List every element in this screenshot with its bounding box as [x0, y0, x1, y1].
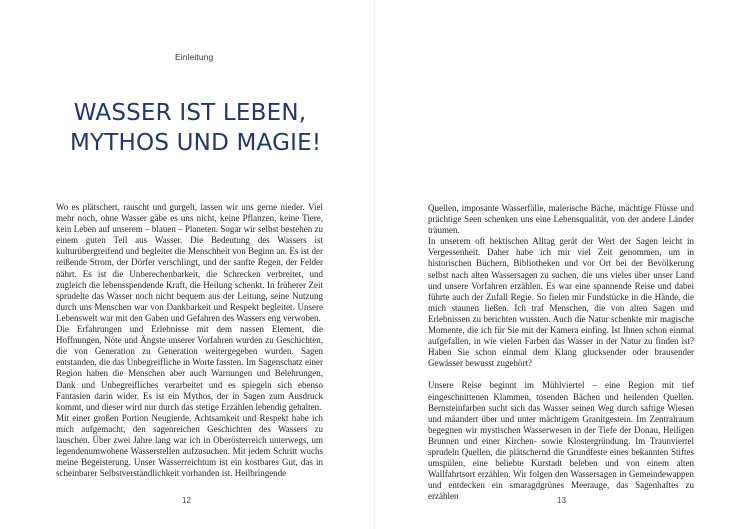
paragraph: Quellen, imposante Wasserfälle, malerische Bäche, mächtige Flüsse und prächtige Seen schenken uns eine Lebensqualität, von der andere Länder träumen.	[428, 203, 694, 236]
paragraph: In unserem oft hektischen Alltag gerät der Wert der Sagen leicht in Vergessenheit. Daher habe ich mir viel Zeit genommen, um in historischen Büchern, Bibliotheken und vor Ort bei der Bevölkerung selbst nach alten Wassersagen zu suchen, die uns vieles über unser Land und unsere Vorfahren erzählen. Es war eine spannende Reise und dabei führte auch der Zufall Regie. So fielen mir Fundstücke in die Hände, die mich staunen ließen. Ich traf Menschen, die von alten Sagen und Erlebnissen zu berichten wussten. Auch die Natur schenkte mir magische Momente, die ich für Sie mit der Kamera einfing. Ist Ihnen schon einmal aufgefallen, in wie vielen Farben das Wasser in der Natur zu finden ist? Haben Sie schon einmal dem Klang glucksender oder brausender Gewässer bewusst zugehört?	[428, 236, 694, 369]
paragraph: Unsere Reise beginnt im Mühlviertel – eine Region mit tief eingeschnittenen Klammen, tosenden Bächen und heilenden Quellen. Bernsteinfarben sucht sich das Wasser seinen Weg durch saftige Wiesen und mäandert über und unter mächtigem Granitgestein. Im Zentralraum begegnen wir mystischen Wasserwesen in der Tiefe der Donau, Heiligen Brunnen und einer Kirchen- sowie Klostergründung. Im Traunviertel sprudeln Quellen, die plätschernd die Grundfeste eines bekannten Stiftes umspülen, eine beliebte Kurstadt beleben und von einem alten Wallfahrtsort erzählen. Wir folgen den Wassersagen in Gemeindewappen und entdecken ein smaragdgrünes Meerauge, das Sagenhaftes zu erzählen	[428, 380, 694, 502]
paragraph: Wo es plätschert, rauscht und gurgelt, lassen wir uns gerne nieder. Viel mehr noch, ohne Wasser gäbe es uns nicht, keine Pflanzen, keine Tiere, kein Leben auf unserem – blauen – Planeten. Sogar wir selbst bestehen zu einem guten Teil aus Wasser. Die Bedeutung des Wassers ist kulturübergreifend und begleitet die Menschheit von Beginn an. Es ist der reißende Strom, der Dörfer verschlingt, und der sanfte Regen, der Felder nährt. Es ist die Unberechenbarkeit, die Schrecken verbreitet, und zugleich die lebensspendende Kraft, die Heilung schenkt. In früherer Zeit sprudelte das Wasser noch nicht bequem aus der Leitung, seine Nutzung durch uns Menschen war von Dankbarkeit und Respekt begleitet. Unsere Lebenswelt war mit den Gaben und Gefahren des Wassers eng verwoben.	[56, 202, 323, 323]
page-number-left: 12	[182, 496, 191, 505]
paragraph: Mit einer großen Portion Neugierde, Achtsamkeit und Respekt habe ich mich aufgemacht, den sagenreichen Geschichten des Wassers zu lauschen. Über zwei Jahre lang war ich in Oberösterreich unterwegs, um legendenumwobene Wasserstellen aufzusuchen. Mit jedem Schritt wuchs meine Begeisterung. Unser Wasserreichtum ist ein kostbares Gut, das in scheinbarer Selbstverständlichkeit vorhanden ist. Heilbringende	[56, 412, 323, 479]
right-text-column	[428, 203, 694, 502]
page-number-right: 13	[557, 496, 566, 505]
section-label: Einleitung	[175, 52, 214, 62]
title-line-2: MYTHOS UND MAGIE!	[70, 130, 322, 156]
page-gutter	[374, 0, 375, 529]
page-title	[70, 98, 322, 158]
title-line-1: WASSER IST LEBEN,	[73, 100, 307, 126]
paragraph: Die Erfahrungen und Erlebnisse mit dem nassen Element, die Hoffnungen, Nöte und Ängste unserer Vorfahren wurden zu Geschichten, die von Generation zu Generation weitergegeben wurden. Sagen entstanden, die das Unbegreifliche in Worte fassten. Im Sagenschatz einer Region haben die Menschen aber auch Warnungen und Belehrungen, Dank und Unbegreifliches verarbeitet und es spiegeln sich ebenso Fantasien darin wider. Es ist ein Mythos, der in Sagen zum Ausdruck kommt, und dieser wird nur durch das stetige Erzählen lebendig gehalten.	[56, 324, 323, 412]
left-text-column	[56, 202, 323, 479]
